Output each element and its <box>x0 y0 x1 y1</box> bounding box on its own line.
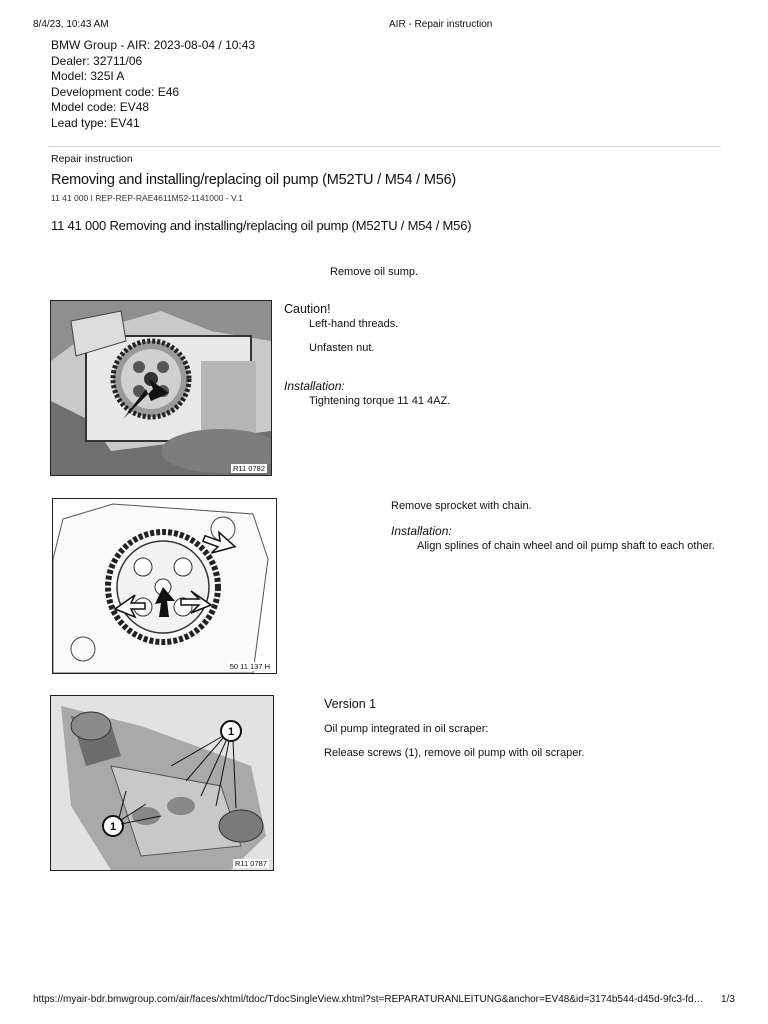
print-datetime: 8/4/23, 10:43 AM <box>33 19 109 30</box>
installation-heading: Installation: <box>391 524 452 538</box>
figure-code-label: R11 0782 <box>233 464 265 473</box>
release-screws-text: Release screws (1), remove oil pump with oil scraper. <box>324 747 585 759</box>
version-heading: Version 1 <box>324 697 377 711</box>
callout-1-top: 1 <box>227 726 235 738</box>
caution-heading: Caution! <box>284 302 331 316</box>
vehicle-info-lead-type: Lead type: EV41 <box>51 115 140 130</box>
vehicle-info-model: Model: 325I A <box>51 69 125 83</box>
print-url: https://myair-bdr.bmwgroup.com/air/faces/xhtml/tdoc/TdocSingleView.xhtml?st=REPARATURANLEITUNG&anchor=EV48&id=3174b544-d45d-9fc3-fd… <box>33 994 704 1005</box>
callout-1-bottom: 1 <box>109 821 117 833</box>
unfasten-nut-text: Unfasten nut. <box>309 342 375 354</box>
oil-scraper-illustration <box>51 696 273 870</box>
figure-code-label: R11 0787 <box>235 859 267 868</box>
figure-oil-pump-scraper <box>50 695 274 871</box>
align-splines-text: Align splines of chain wheel and oil pump shaft to each other. <box>417 540 715 552</box>
engine-sprocket-illustration <box>51 301 271 475</box>
tightening-torque-text: Tightening torque 11 41 4AZ. <box>309 395 451 407</box>
vehicle-info-model-code: Model code: EV48 <box>51 100 150 114</box>
remove-oil-sump-text: Remove oil sump. <box>330 266 419 278</box>
remove-sprocket-text: Remove sprocket with chain. <box>391 500 532 512</box>
left-hand-threads-text: Left-hand threads. <box>309 318 399 330</box>
vehicle-info-air: BMW Group - AIR: 2023-08-04 / 10:43 <box>51 38 256 52</box>
print-page-title: AIR - Repair instruction <box>389 19 493 30</box>
header-divider <box>49 146 721 147</box>
figure-oil-pump-nut <box>50 300 272 476</box>
oil-pump-integrated-text: Oil pump integrated in oil scraper: <box>324 723 489 735</box>
figure-code-label: 50 11 137 H <box>229 662 270 671</box>
document-kind: Repair instruction <box>51 153 133 165</box>
vehicle-info-dealer: Dealer: 32711/06 <box>51 53 143 68</box>
vehicle-info <box>51 38 255 131</box>
document-title: Removing and installing/replacing oil pump (M52TU / M54 / M56) <box>51 172 457 188</box>
document-subtitle: 11 41 000 Removing and installing/replacing oil pump (M52TU / M54 / M56) <box>51 218 472 233</box>
print-page-number: 1/3 <box>721 994 735 1005</box>
document-id: 11 41 000 I REP-REP-RAE4611M52-1141000 - V.1 <box>51 193 243 203</box>
sprocket-chain-illustration <box>53 499 276 673</box>
figure-sprocket-chain <box>52 498 277 674</box>
vehicle-info-dev-code: Development code: E46 <box>51 84 180 99</box>
installation-heading: Installation: <box>284 379 345 393</box>
